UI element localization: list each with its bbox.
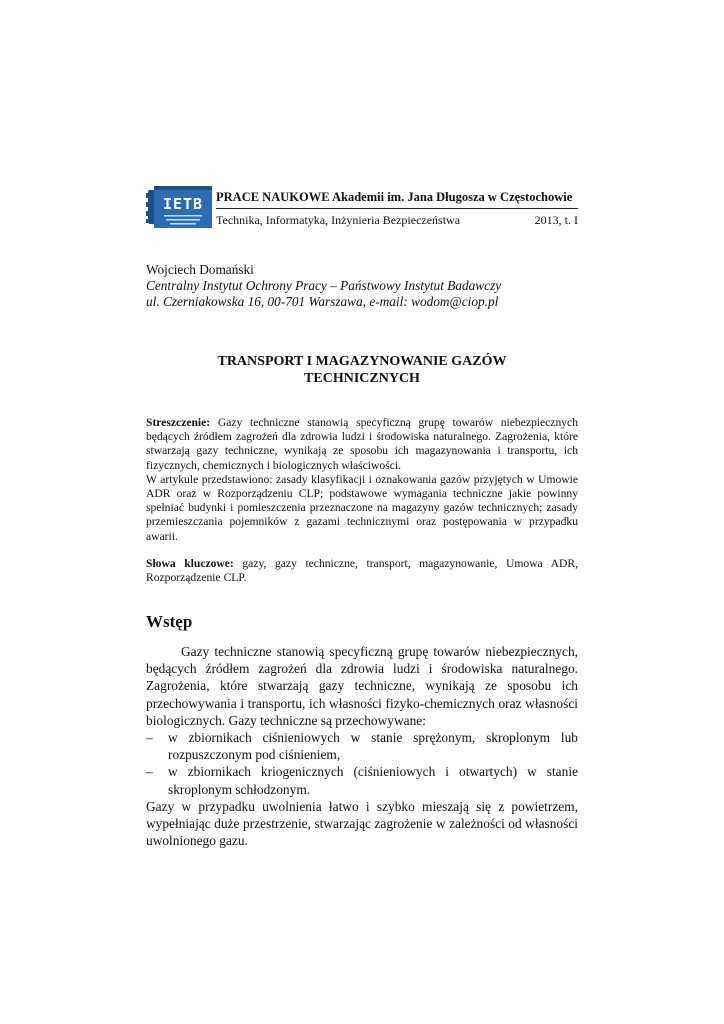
list-item-text: w zbiornikach ciśnieniowych w stanie sprężonym, skroplonym lub rozpuszczonym pod ciśnieniem, [168,730,578,763]
author-block [146,262,501,310]
journal-header [146,184,578,230]
svg-text:IETB: IETB [162,195,204,213]
journal-header-text [216,184,578,228]
body-paragraph-1: Gazy techniczne stanowią specyficzną grupę towarów niebezpiecznych, będących źródłem zagrożeń dla zdrowia ludzi i środowiska naturalnego. Zagrożenia, które stwarzają gazy techniczne, wynikają ze sposobu ich przechowywania i transportu, ich własności fizyko-chemicznych oraz własności biologicznych. Gazy techniczne są przechowywane: [146,644,578,728]
journal-title: PRACE NAUKOWE Akademii im. Jana Długosza w Częstochowie [216,190,573,204]
paper-title-line1: TRANSPORT I MAGAZYNOWANIE GAZÓW [217,354,507,369]
keywords-label: Słowa kluczowe: [146,557,234,570]
journal-series: Technika, Informatyka, Inżynieria Bezpieczeństwa [216,213,461,227]
section-heading: Wstęp [146,612,193,631]
author-affiliation: Centralny Instytut Ochrony Pracy – Państwowy Instytut Badawczy [146,278,502,293]
paper-title [146,353,578,387]
author-name: Wojciech Domański [146,262,254,277]
abstract-label: Streszczenie: [146,416,211,429]
list-item [146,763,578,797]
abstract-paragraph-2: W artykule przedstawiono: zasady klasyfikacji i oznakowania gazów przyjętych w Umowie ADR oraz w Rozporządzeniu CLP; podstawowe wymagania techniczne jakie powinny spełniać budynki i pomieszczenia przeznaczone na magazyny gazów technicznych; zasady przemieszczania pojemników z gazami technicznymi oraz postępowania w przypadku awarii. [146,472,578,543]
ietb-logo [146,184,212,230]
journal-series-line [216,212,578,228]
list-item [146,729,578,763]
abstract-text-1: Gazy techniczne stanowią specyficzną grupę towarów niebezpiecznych będących źródłem zagrożeń dla zdrowia ludzi i środowiska naturalnego. Zagrożenia, które stwarzają gazy techniczne, wynikają ze sposobu ich magazynowania i transportu, ich fizycznych, chemicznych i biologicznych właściwości. [146,416,578,472]
keywords [146,557,578,585]
paper-title-line2: TECHNICZNYCH [304,371,420,386]
abstract-paragraph-1 [146,416,578,473]
author-address: ul. Czerniakowska 16, 00-701 Warszawa, e-mail: wodom@ciop.pl [146,294,499,309]
list-item-text: w zbiornikach kriogenicznych (ciśnieniowych i otwartych) w stanie skroplonym schłodzonym. [168,764,578,797]
journal-year-volume: 2013, t. I [534,213,578,227]
keywords-text: gazy, gazy techniczne, transport, magazynowanie, Umowa ADR, Rozporządzenie CLP. [146,557,578,585]
abstract [146,416,578,544]
storage-list [146,729,578,798]
body-paragraph-2: Gazy w przypadku uwolnienia łatwo i szybko mieszają się z powietrzem, wypełniając duże przestrzenie, stwarzając zagrożenie w zależności od własności uwolnionego gazu. [146,798,578,849]
list-dash: – [146,764,153,780]
list-dash: – [146,730,153,746]
header-divider [216,208,578,209]
section-body [146,643,578,849]
